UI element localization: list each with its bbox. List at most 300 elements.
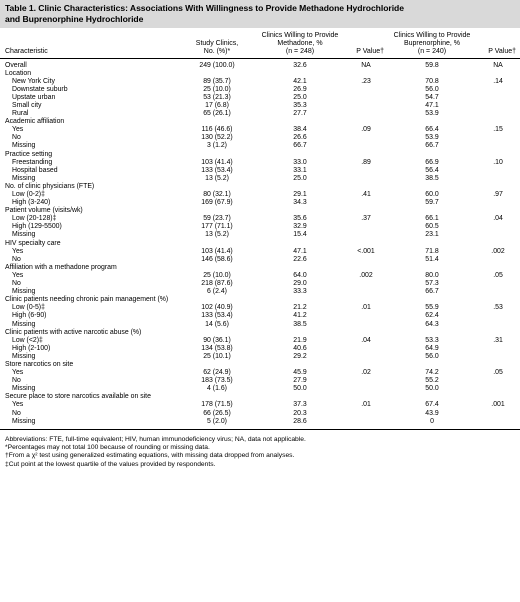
row-methadone-p	[344, 70, 388, 78]
table-row-group-heading	[0, 70, 520, 78]
row-label: Yes	[12, 369, 24, 377]
row-study-clinics: 6 (2.4)	[207, 288, 227, 296]
footnote-percentages: *Percentages may not total 100 because of rounding or missing data.	[5, 444, 210, 452]
row-methadone-pct	[256, 151, 344, 159]
row-label: Rural	[12, 110, 29, 118]
row-buprenorphine-pct: 56.4	[425, 166, 439, 174]
table-row	[0, 94, 520, 102]
row-study-clinics: 25 (10.0)	[203, 85, 231, 93]
row-label: High (2-100)	[12, 344, 51, 352]
row-methadone-p	[344, 377, 388, 385]
table-row-group-heading	[0, 58, 520, 70]
row-study-clinics: 65 (26.1)	[203, 110, 231, 118]
row-methadone-p	[344, 207, 388, 215]
row-buprenorphine-p	[476, 312, 520, 320]
row-methadone-p: .01	[361, 401, 371, 409]
row-methadone-p	[344, 110, 388, 118]
row-methadone-pct	[256, 183, 344, 191]
row-buprenorphine-pct: 71.8	[425, 247, 439, 255]
row-label: Location	[5, 69, 32, 77]
row-methadone-p	[344, 280, 388, 288]
row-methadone-pct: 25.0	[293, 174, 307, 182]
row-study-clinics: 14 (5.6)	[205, 320, 229, 328]
row-methadone-pct: 35.3	[293, 101, 307, 109]
table-title-line-2: and Buprenorphine Hydrochloride	[5, 14, 144, 24]
row-study-clinics: 102 (40.9)	[201, 304, 233, 312]
row-study-clinics: 13 (5.2)	[205, 174, 229, 182]
row-label: High (3-240)	[12, 199, 51, 207]
row-methadone-pct: 26.6	[293, 134, 307, 142]
table-row-group-heading	[0, 151, 520, 159]
row-methadone-p	[344, 175, 388, 183]
row-buprenorphine-pct	[388, 151, 476, 159]
table-row	[0, 142, 520, 150]
row-buprenorphine-pct: 53.9	[425, 110, 439, 118]
row-buprenorphine-pct	[388, 361, 476, 369]
row-methadone-p: .02	[361, 369, 371, 377]
table-row	[0, 167, 520, 175]
row-buprenorphine-p	[476, 175, 520, 183]
row-study-clinics: 133 (53.4)	[201, 166, 233, 174]
row-buprenorphine-pct: 38.5	[425, 174, 439, 182]
row-methadone-p	[344, 393, 388, 401]
row-methadone-p: .23	[361, 77, 371, 85]
row-study-clinics: 178 (71.5)	[201, 401, 233, 409]
row-study-clinics	[178, 264, 256, 272]
row-study-clinics: 169 (67.9)	[201, 199, 233, 207]
row-methadone-pct: 27.7	[293, 110, 307, 118]
row-buprenorphine-p	[476, 361, 520, 369]
table-row	[0, 86, 520, 94]
row-buprenorphine-p	[476, 385, 520, 393]
row-buprenorphine-pct: 23.1	[425, 231, 439, 239]
row-buprenorphine-pct: 67.4	[425, 401, 439, 409]
row-buprenorphine-p	[476, 329, 520, 337]
row-methadone-p: .002	[359, 271, 373, 279]
row-methadone-p	[344, 86, 388, 94]
row-buprenorphine-pct: 43.9	[425, 409, 439, 417]
header-p-value-buprenorphine: P Value†	[476, 28, 520, 58]
table-title-bar	[0, 0, 520, 28]
row-methadone-pct: 29.0	[293, 280, 307, 288]
table-row	[0, 280, 520, 288]
row-buprenorphine-p	[476, 353, 520, 361]
table-row	[0, 175, 520, 183]
row-buprenorphine-p: .001	[491, 401, 505, 409]
table-row	[0, 410, 520, 418]
row-buprenorphine-p	[476, 256, 520, 264]
row-study-clinics: 249 (100.0)	[199, 61, 235, 69]
row-buprenorphine-p	[476, 231, 520, 239]
row-buprenorphine-p	[476, 94, 520, 102]
table-row	[0, 401, 520, 409]
row-buprenorphine-p	[476, 118, 520, 126]
table-body	[0, 58, 520, 429]
clinic-characteristics-table	[0, 28, 520, 430]
row-study-clinics: 177 (71.1)	[201, 223, 233, 231]
row-methadone-p	[344, 142, 388, 150]
row-buprenorphine-pct: 74.2	[425, 369, 439, 377]
header-buprenorphine: Clinics Willing to Provide Buprenorphine, % (n = 240)	[388, 28, 476, 58]
row-buprenorphine-pct: 64.3	[425, 320, 439, 328]
row-buprenorphine-p: .002	[491, 247, 505, 255]
row-methadone-p: <.001	[357, 247, 375, 255]
table-row-group-heading	[0, 118, 520, 126]
row-methadone-p	[344, 361, 388, 369]
row-buprenorphine-pct	[388, 264, 476, 272]
row-study-clinics	[178, 361, 256, 369]
table-header-row	[0, 28, 520, 58]
row-buprenorphine-p	[476, 264, 520, 272]
row-buprenorphine-p	[476, 418, 520, 430]
row-label: Downstate suburb	[12, 85, 68, 93]
row-buprenorphine-p: .15	[493, 126, 503, 134]
row-study-clinics	[178, 207, 256, 215]
row-buprenorphine-p: NA	[493, 61, 503, 69]
row-buprenorphine-p	[476, 110, 520, 118]
row-buprenorphine-p: .53	[493, 304, 503, 312]
row-buprenorphine-p	[476, 183, 520, 191]
row-methadone-p: .37	[361, 215, 371, 223]
row-label: Overall	[5, 61, 27, 69]
row-buprenorphine-pct: 64.9	[425, 344, 439, 352]
row-methadone-pct: 35.6	[293, 215, 307, 223]
row-label: Practice setting	[5, 150, 53, 158]
row-methadone-pct: 29.1	[293, 191, 307, 198]
row-buprenorphine-pct	[388, 118, 476, 126]
table-row	[0, 126, 520, 134]
row-buprenorphine-pct: 66.1	[425, 215, 439, 223]
table-row	[0, 345, 520, 353]
table-row	[0, 321, 520, 329]
row-label: Patient volume (visits/wk)	[5, 207, 83, 215]
row-label: High (6-90)	[12, 312, 47, 320]
row-study-clinics: 66 (26.5)	[203, 409, 231, 417]
table-row-group-heading	[0, 183, 520, 191]
row-buprenorphine-pct	[388, 70, 476, 78]
row-label: No	[12, 255, 21, 263]
row-study-clinics: 134 (53.8)	[201, 344, 233, 352]
row-buprenorphine-pct: 56.0	[425, 352, 439, 360]
row-label: Missing	[12, 320, 36, 328]
row-buprenorphine-p	[476, 393, 520, 401]
row-methadone-pct: 15.4	[293, 231, 307, 239]
row-study-clinics	[178, 118, 256, 126]
row-label: Low (0-5)‡	[12, 304, 45, 312]
row-methadone-pct	[256, 393, 344, 401]
row-buprenorphine-pct: 66.4	[425, 126, 439, 134]
table-row	[0, 223, 520, 231]
row-methadone-pct: 37.3	[293, 401, 307, 409]
row-label: No	[12, 280, 21, 288]
row-study-clinics: 80 (32.1)	[203, 191, 231, 198]
row-methadone-pct: 34.3	[293, 199, 307, 207]
row-buprenorphine-pct: 60.5	[425, 223, 439, 231]
row-buprenorphine-p	[476, 207, 520, 215]
row-label: Affiliation with a methadone program	[5, 263, 117, 271]
row-methadone-p	[344, 223, 388, 231]
row-buprenorphine-p	[476, 410, 520, 418]
row-methadone-p	[344, 118, 388, 126]
row-methadone-pct: 25.0	[293, 93, 307, 101]
row-methadone-p	[344, 134, 388, 142]
row-methadone-p	[344, 385, 388, 393]
row-methadone-pct: 32.9	[293, 223, 307, 231]
header-study-clinics: Study Clinics, No. (%)*	[178, 28, 256, 58]
row-methadone-pct: 21.9	[293, 336, 307, 344]
row-label: Clinic patients with active narcotic abuse (%)	[5, 328, 142, 336]
row-buprenorphine-pct: 62.4	[425, 312, 439, 320]
row-study-clinics: 17 (6.8)	[205, 101, 229, 109]
row-label: Academic affiliation	[5, 118, 65, 126]
table-footnotes	[0, 430, 520, 469]
table-row	[0, 377, 520, 385]
table-row	[0, 191, 520, 199]
row-label: Yes	[12, 126, 24, 134]
row-methadone-p	[344, 345, 388, 353]
row-buprenorphine-p	[476, 223, 520, 231]
table-row	[0, 385, 520, 393]
row-methadone-p	[344, 167, 388, 175]
row-label: Small city	[12, 101, 42, 109]
row-methadone-pct: 64.0	[293, 271, 307, 279]
table-row	[0, 102, 520, 110]
row-study-clinics	[178, 70, 256, 78]
row-buprenorphine-p	[476, 151, 520, 159]
row-label: Missing	[12, 142, 36, 150]
table-row-group-heading	[0, 264, 520, 272]
row-methadone-pct	[256, 240, 344, 248]
row-methadone-p	[344, 94, 388, 102]
row-methadone-p	[344, 183, 388, 191]
row-label: Low (20-128)‡	[12, 215, 57, 223]
row-methadone-pct	[256, 361, 344, 369]
row-label: New York City	[12, 77, 55, 85]
row-buprenorphine-pct: 57.3	[425, 280, 439, 288]
row-methadone-pct	[256, 207, 344, 215]
row-label: Upstate urban	[12, 93, 56, 101]
row-study-clinics: 53 (21.3)	[203, 93, 231, 101]
row-label: No	[12, 409, 21, 417]
row-methadone-p	[344, 231, 388, 239]
row-label: Missing	[12, 288, 36, 296]
row-label: No	[12, 377, 21, 385]
row-methadone-pct: 33.1	[293, 166, 307, 174]
row-buprenorphine-p	[476, 199, 520, 207]
row-buprenorphine-pct	[388, 393, 476, 401]
row-study-clinics: 133 (53.4)	[201, 312, 233, 320]
row-buprenorphine-pct: 59.7	[425, 199, 439, 207]
row-study-clinics: 116 (46.6)	[201, 126, 233, 134]
row-buprenorphine-p	[476, 167, 520, 175]
row-label: Yes	[12, 271, 24, 279]
header-p-value-methadone: P Value†	[344, 28, 388, 58]
row-label: Missing	[12, 174, 36, 182]
row-methadone-pct: 38.5	[293, 320, 307, 328]
row-buprenorphine-p	[476, 321, 520, 329]
row-methadone-pct: 47.1	[293, 247, 307, 255]
row-label: Clinic patients needing chronic pain management (%)	[5, 296, 169, 304]
row-study-clinics: 3 (1.2)	[207, 142, 227, 150]
table-row	[0, 337, 520, 345]
row-study-clinics	[178, 329, 256, 337]
row-study-clinics	[178, 151, 256, 159]
row-study-clinics	[178, 183, 256, 191]
row-methadone-pct: 66.7	[293, 142, 307, 150]
row-buprenorphine-p	[476, 377, 520, 385]
row-methadone-p	[344, 102, 388, 110]
table-row	[0, 353, 520, 361]
row-methadone-p	[344, 312, 388, 320]
table-row	[0, 418, 520, 430]
row-buprenorphine-pct: 53.3	[425, 336, 439, 344]
row-methadone-pct: 50.0	[293, 385, 307, 393]
row-study-clinics: 4 (1.6)	[207, 385, 227, 393]
row-label: Yes	[12, 247, 24, 255]
row-study-clinics: 146 (58.6)	[201, 255, 233, 263]
row-label: Low (0-2)‡	[12, 191, 45, 198]
row-methadone-p	[344, 199, 388, 207]
row-methadone-pct	[256, 264, 344, 272]
row-methadone-pct: 41.2	[293, 312, 307, 320]
row-label: HIV specialty care	[5, 239, 61, 247]
row-buprenorphine-pct	[388, 329, 476, 337]
row-methadone-pct: 27.9	[293, 377, 307, 385]
row-methadone-pct: 29.2	[293, 352, 307, 360]
row-methadone-p: .89	[361, 158, 371, 166]
row-study-clinics	[178, 393, 256, 401]
row-buprenorphine-p: .05	[493, 369, 503, 377]
row-buprenorphine-pct: 59.8	[425, 61, 439, 69]
row-buprenorphine-pct: 53.9	[425, 134, 439, 142]
row-study-clinics: 59 (23.7)	[203, 215, 231, 223]
row-buprenorphine-p	[476, 102, 520, 110]
row-buprenorphine-pct: 50.0	[425, 385, 439, 393]
row-methadone-pct	[256, 118, 344, 126]
row-buprenorphine-pct	[388, 183, 476, 191]
row-buprenorphine-pct: 80.0	[425, 271, 439, 279]
row-methadone-p	[344, 418, 388, 430]
row-label: High (129-5500)	[12, 223, 62, 231]
table-row	[0, 369, 520, 377]
row-study-clinics: 13 (5.2)	[205, 231, 229, 239]
row-methadone-p	[344, 264, 388, 272]
row-study-clinics: 25 (10.0)	[203, 271, 231, 279]
row-methadone-p	[344, 329, 388, 337]
table-row	[0, 110, 520, 118]
row-buprenorphine-pct: 54.7	[425, 93, 439, 101]
row-study-clinics: 103 (41.4)	[201, 158, 233, 166]
footnote-chi-square: †From a χ² test using generalized estimating equations, with missing data dropped from analyses.	[5, 452, 295, 460]
table-row	[0, 272, 520, 280]
row-buprenorphine-p	[476, 142, 520, 150]
table-title-line-1: Table 1. Clinic Characteristics: Associations With Willingness to Provide Methadone Hydrochloride	[5, 3, 404, 13]
row-buprenorphine-pct	[388, 240, 476, 248]
row-methadone-pct: 45.9	[293, 369, 307, 377]
row-buprenorphine-pct: 47.1	[425, 101, 439, 109]
row-buprenorphine-pct: 51.4	[425, 255, 439, 263]
table-row	[0, 215, 520, 223]
row-buprenorphine-p: .31	[493, 336, 503, 344]
row-methadone-pct: 22.6	[293, 255, 307, 263]
row-study-clinics: 183 (73.5)	[201, 377, 233, 385]
row-methadone-pct	[256, 296, 344, 304]
row-methadone-pct	[256, 329, 344, 337]
row-methadone-pct: 26.9	[293, 85, 307, 93]
row-methadone-p: .41	[361, 191, 371, 198]
row-label: Secure place to store narcotics available on site	[5, 393, 151, 401]
row-methadone-p	[344, 296, 388, 304]
row-study-clinics: 103 (41.4)	[201, 247, 233, 255]
row-buprenorphine-pct: 55.2	[425, 377, 439, 385]
row-buprenorphine-pct: 66.7	[425, 288, 439, 296]
row-study-clinics: 89 (35.7)	[203, 77, 231, 85]
row-methadone-p	[344, 353, 388, 361]
row-buprenorphine-p	[476, 345, 520, 353]
row-label: Missing	[12, 231, 36, 239]
row-methadone-pct: 38.4	[293, 126, 307, 134]
row-label: No. of clinic physicians (FTE)	[5, 182, 95, 190]
table-row-group-heading	[0, 240, 520, 248]
row-buprenorphine-pct: 56.0	[425, 85, 439, 93]
row-study-clinics: 25 (10.1)	[203, 352, 231, 360]
table-row	[0, 248, 520, 256]
row-methadone-pct: 28.6	[256, 418, 344, 430]
row-study-clinics: 62 (24.9)	[203, 369, 231, 377]
row-study-clinics: 130 (52.2)	[201, 134, 233, 142]
row-buprenorphine-pct: 55.9	[425, 304, 439, 312]
table-row-group-heading	[0, 207, 520, 215]
table-row	[0, 304, 520, 312]
row-buprenorphine-p: .05	[493, 271, 503, 279]
row-label: Missing	[0, 418, 178, 430]
row-methadone-p	[344, 321, 388, 329]
row-methadone-p: .09	[361, 126, 371, 134]
row-methadone-p: .04	[361, 336, 371, 344]
row-buprenorphine-pct: 0	[388, 418, 476, 430]
table-row	[0, 159, 520, 167]
row-methadone-pct: 33.3	[293, 288, 307, 296]
table-row-group-heading	[0, 296, 520, 304]
row-buprenorphine-p	[476, 288, 520, 296]
footnote-cut-point: ‡Cut point at the lowest quartile of the values provided by respondents.	[5, 460, 216, 468]
row-buprenorphine-pct	[388, 207, 476, 215]
row-methadone-p	[344, 410, 388, 418]
row-methadone-pct: 33.0	[293, 158, 307, 166]
table-row-group-heading	[0, 361, 520, 369]
row-methadone-pct	[256, 70, 344, 78]
row-buprenorphine-pct: 60.0	[425, 191, 439, 198]
row-label: Yes	[12, 401, 24, 409]
row-methadone-pct: 32.6	[293, 61, 307, 69]
table-row	[0, 78, 520, 86]
row-buprenorphine-p: .04	[493, 215, 503, 223]
row-buprenorphine-p	[476, 240, 520, 248]
row-study-clinics: 90 (36.1)	[203, 336, 231, 344]
row-methadone-p	[344, 288, 388, 296]
row-buprenorphine-p	[476, 70, 520, 78]
row-buprenorphine-pct: 70.8	[425, 77, 439, 85]
row-buprenorphine-pct: 66.9	[425, 158, 439, 166]
table-row	[0, 256, 520, 264]
row-buprenorphine-pct: 66.7	[425, 142, 439, 150]
row-label: Store narcotics on site	[5, 360, 74, 368]
row-methadone-p	[344, 151, 388, 159]
row-label: Low (<2)‡	[12, 336, 43, 344]
table-row	[0, 199, 520, 207]
row-methadone-p: .01	[361, 304, 371, 312]
row-buprenorphine-pct	[388, 296, 476, 304]
